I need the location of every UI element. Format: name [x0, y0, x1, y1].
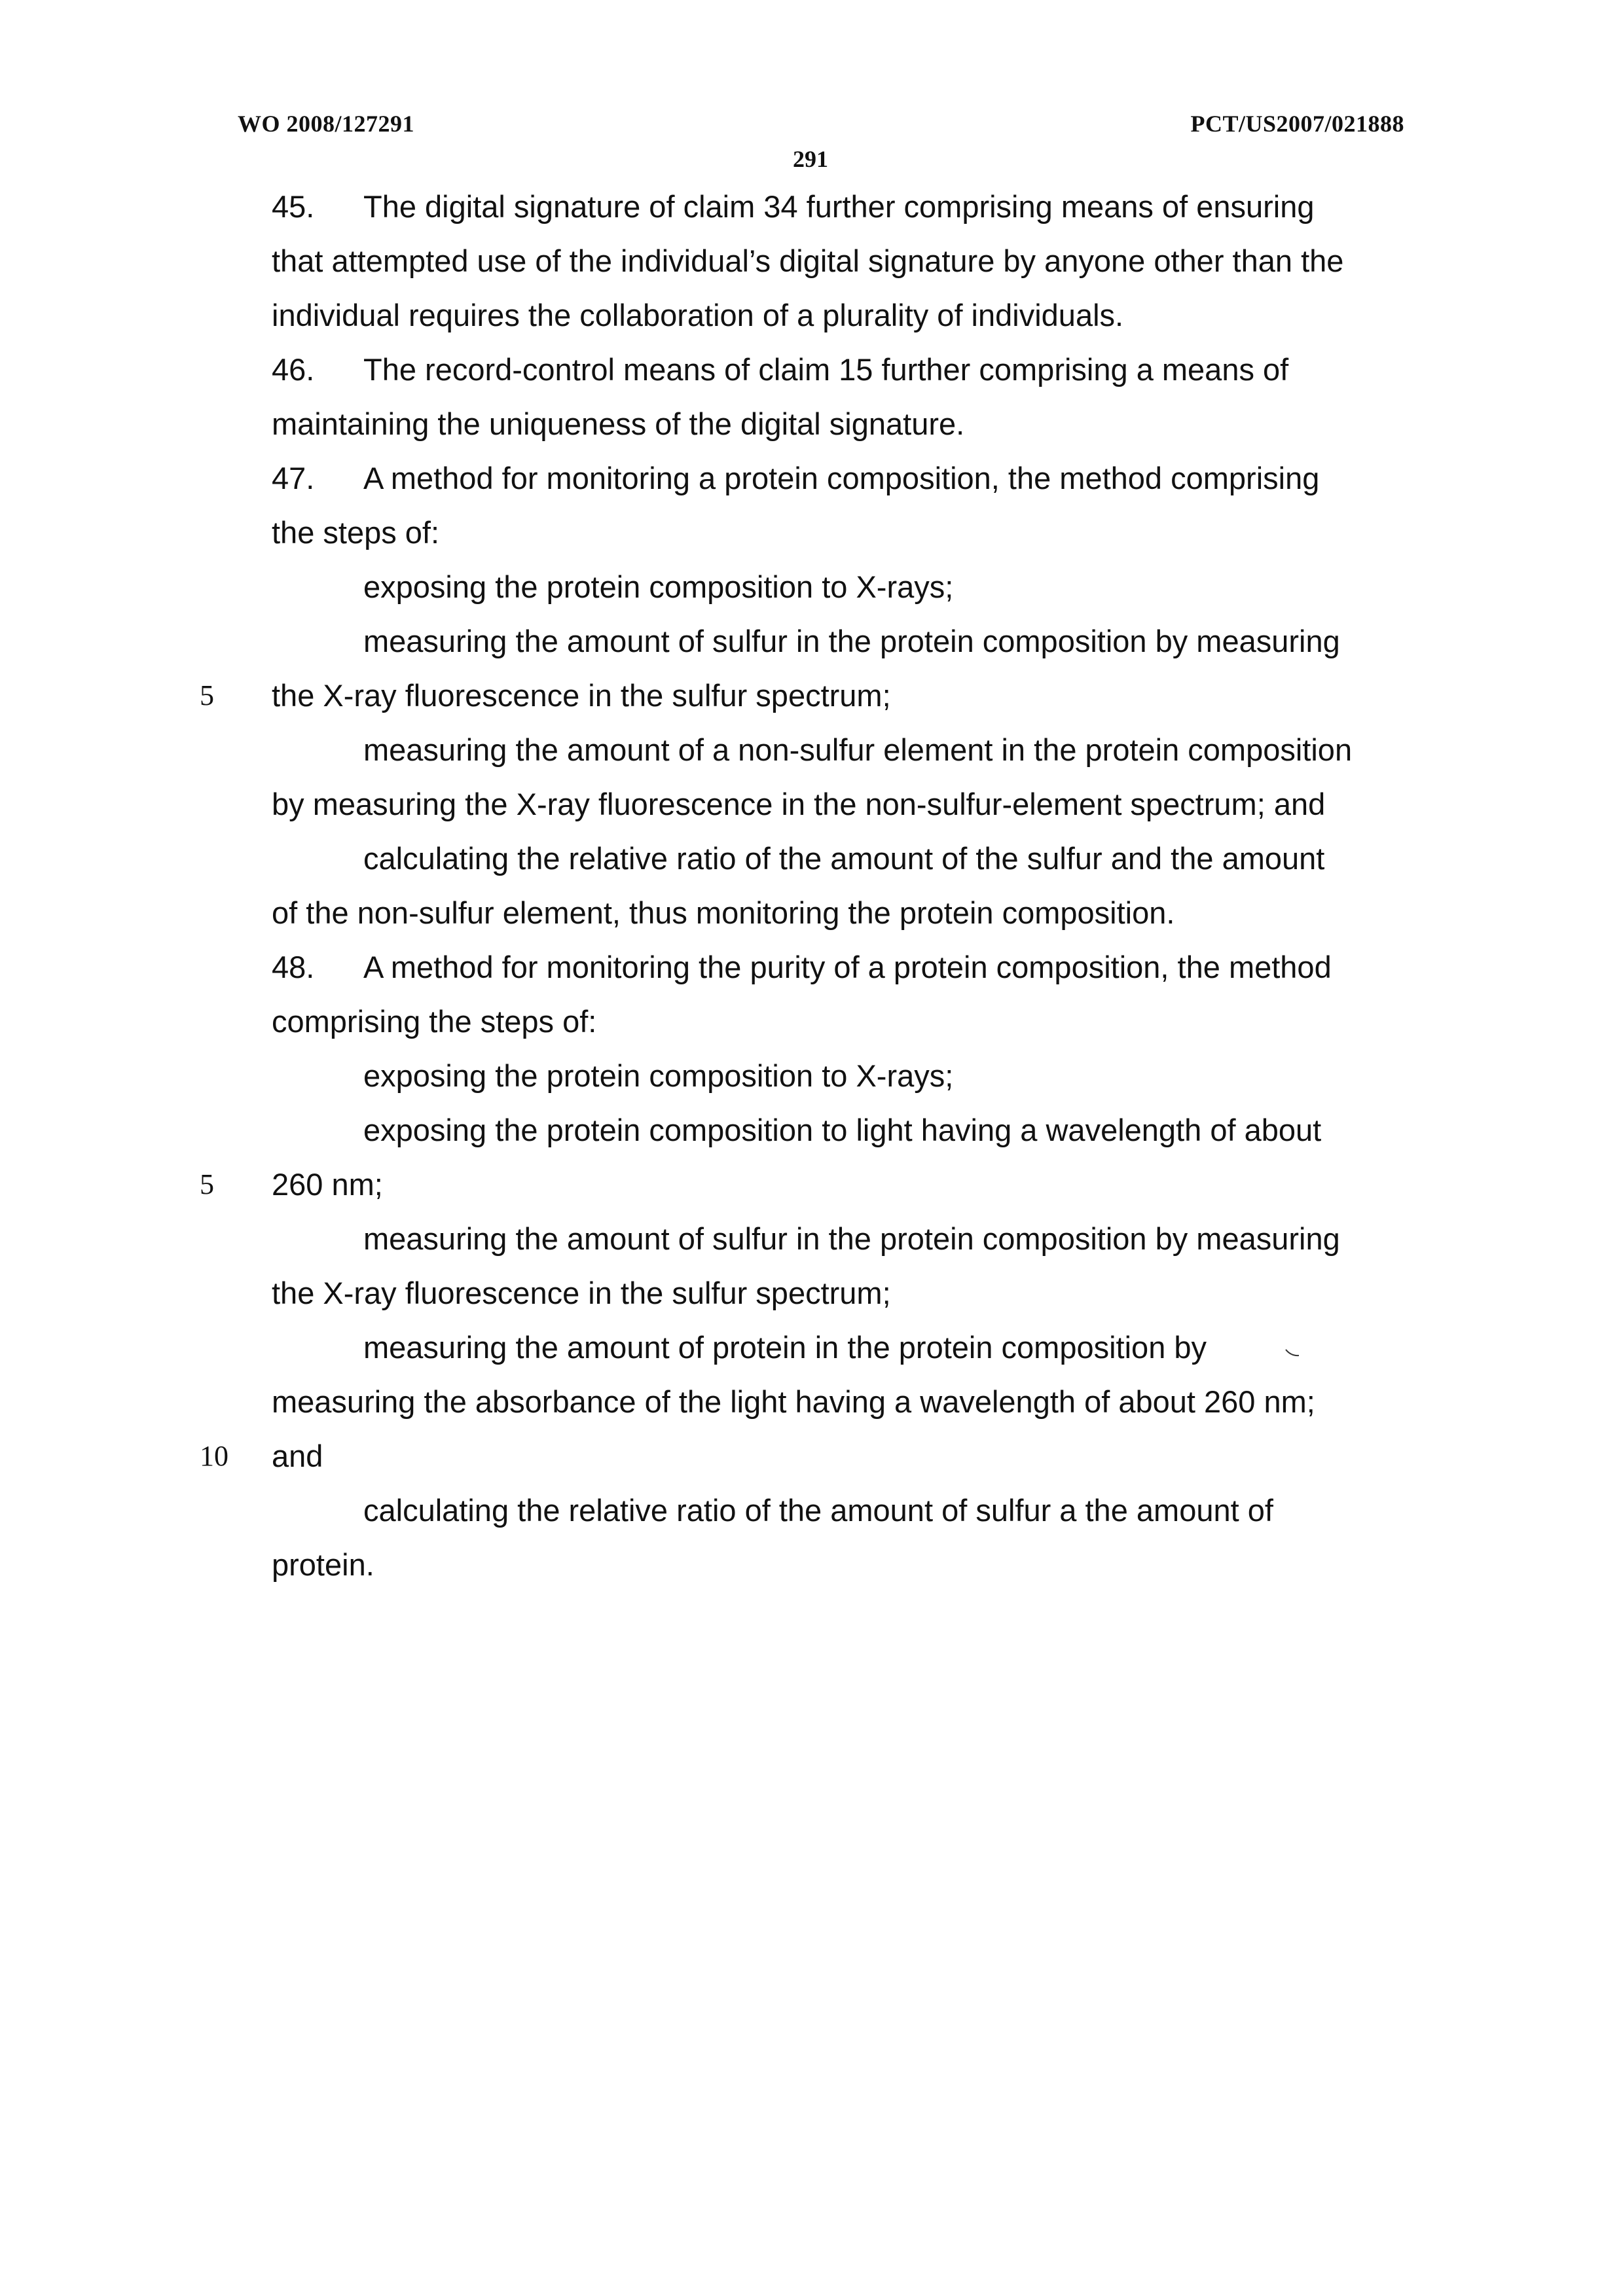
claim-line: individual requires the collaboration of a plurality of individuals. — [272, 298, 1124, 332]
application-number: PCT/US2007/021888 — [1190, 111, 1404, 137]
claim-first-line — [272, 187, 1315, 226]
claim-line: protein. — [272, 1547, 374, 1582]
claim-line: measuring the amount of a non-sulfur element in the protein composition — [363, 732, 1353, 767]
claim-line: exposing the protein composition to X-rays; — [363, 1058, 954, 1093]
claim-line: calculating the relative ratio of the amount of the sulfur and the amount — [363, 841, 1325, 876]
claim-line: measuring the amount of protein in the protein composition by — [363, 1330, 1207, 1365]
claim-line: and — [272, 1439, 323, 1473]
page-number: 291 — [793, 146, 828, 172]
claim-line: measuring the amount of sulfur in the protein composition by measuring — [363, 1221, 1340, 1256]
claim-line: exposing the protein composition to light having a wavelength of about — [363, 1113, 1322, 1147]
claim-line: measuring the amount of sulfur in the protein composition by measuring — [363, 624, 1340, 658]
line-number: 10 — [200, 1440, 228, 1472]
claim-first-line — [272, 948, 1332, 987]
claim-number: 47. — [272, 461, 315, 495]
claim-text: A method for monitoring the purity of a protein composition, the method — [363, 950, 1332, 984]
claim-line: the X-ray fluorescence in the sulfur spectrum; — [272, 1276, 891, 1310]
claim-line: by measuring the X-ray fluorescence in the non-sulfur-element spectrum; and — [272, 787, 1326, 821]
claim-number: 46. — [272, 352, 315, 387]
claim-line: calculating the relative ratio of the amount of sulfur a the amount of — [363, 1493, 1273, 1528]
claim-line: comprising the steps of: — [272, 1004, 597, 1039]
claim-text: A method for monitoring a protein composition, the method comprising — [363, 461, 1320, 495]
line-number: 5 — [200, 1168, 214, 1200]
claim-line: the X-ray fluorescence in the sulfur spectrum; — [272, 678, 891, 713]
claim-line: exposing the protein composition to X-rays; — [363, 569, 954, 604]
claim-text: The digital signature of claim 34 further comprising means of ensuring — [363, 189, 1315, 224]
claim-line: the steps of: — [272, 515, 440, 550]
claim-line: measuring the absorbance of the light having a wavelength of about 260 nm; — [272, 1384, 1315, 1419]
stray-mark — [1284, 1348, 1300, 1357]
claim-number: 45. — [272, 189, 315, 224]
claim-line: that attempted use of the individual’s digital signature by anyone other than the — [272, 243, 1344, 278]
claim-text: The record-control means of claim 15 further comprising a means of — [363, 352, 1289, 387]
claim-line: 260 nm; — [272, 1167, 383, 1202]
publication-number: WO 2008/127291 — [238, 111, 415, 137]
claim-first-line — [272, 350, 1288, 389]
claim-first-line — [272, 459, 1319, 498]
claim-number: 48. — [272, 950, 315, 984]
claim-line: of the non-sulfur element, thus monitoring the protein composition. — [272, 895, 1175, 930]
line-number: 5 — [200, 679, 214, 711]
claim-line: maintaining the uniqueness of the digital signature. — [272, 406, 965, 441]
